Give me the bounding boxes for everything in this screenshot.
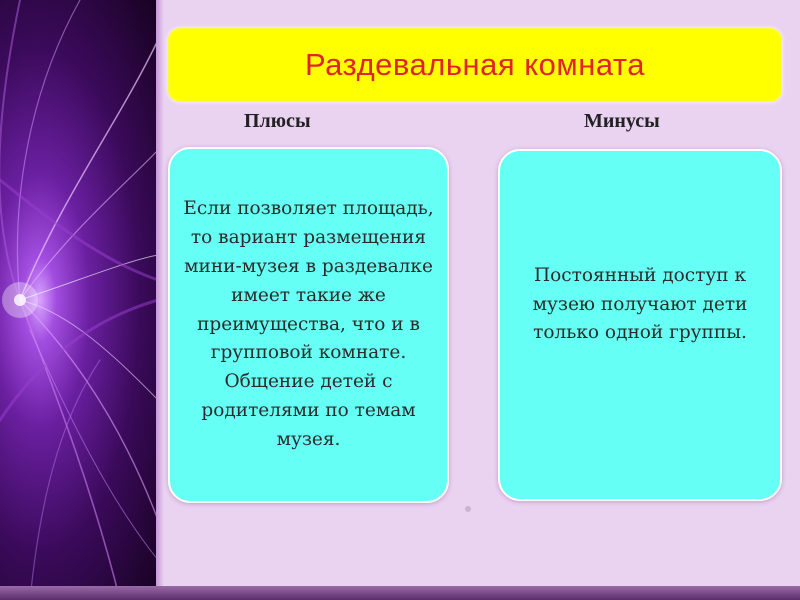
pros-header: Плюсы	[244, 110, 311, 132]
decorative-dot	[465, 506, 471, 512]
slide-title: Раздевальная комната	[305, 47, 645, 82]
cons-card	[498, 149, 782, 501]
side-panel-edge	[156, 0, 164, 600]
pros-text: Если позволяет площадь, то вариант размещения мини-музея в раздевалке имеет такие же преимущества, что и в групповой комнате. Общение детей с родителями по темам музея.	[183, 198, 434, 450]
cons-header: Минусы	[584, 110, 660, 132]
bottom-border-strip	[0, 586, 800, 600]
cons-text: Постоянный доступ к музею получают дети только одной группы.	[532, 264, 748, 344]
pros-card	[168, 147, 449, 503]
title-banner	[168, 28, 782, 102]
purple-swirl-decoration	[0, 0, 158, 600]
